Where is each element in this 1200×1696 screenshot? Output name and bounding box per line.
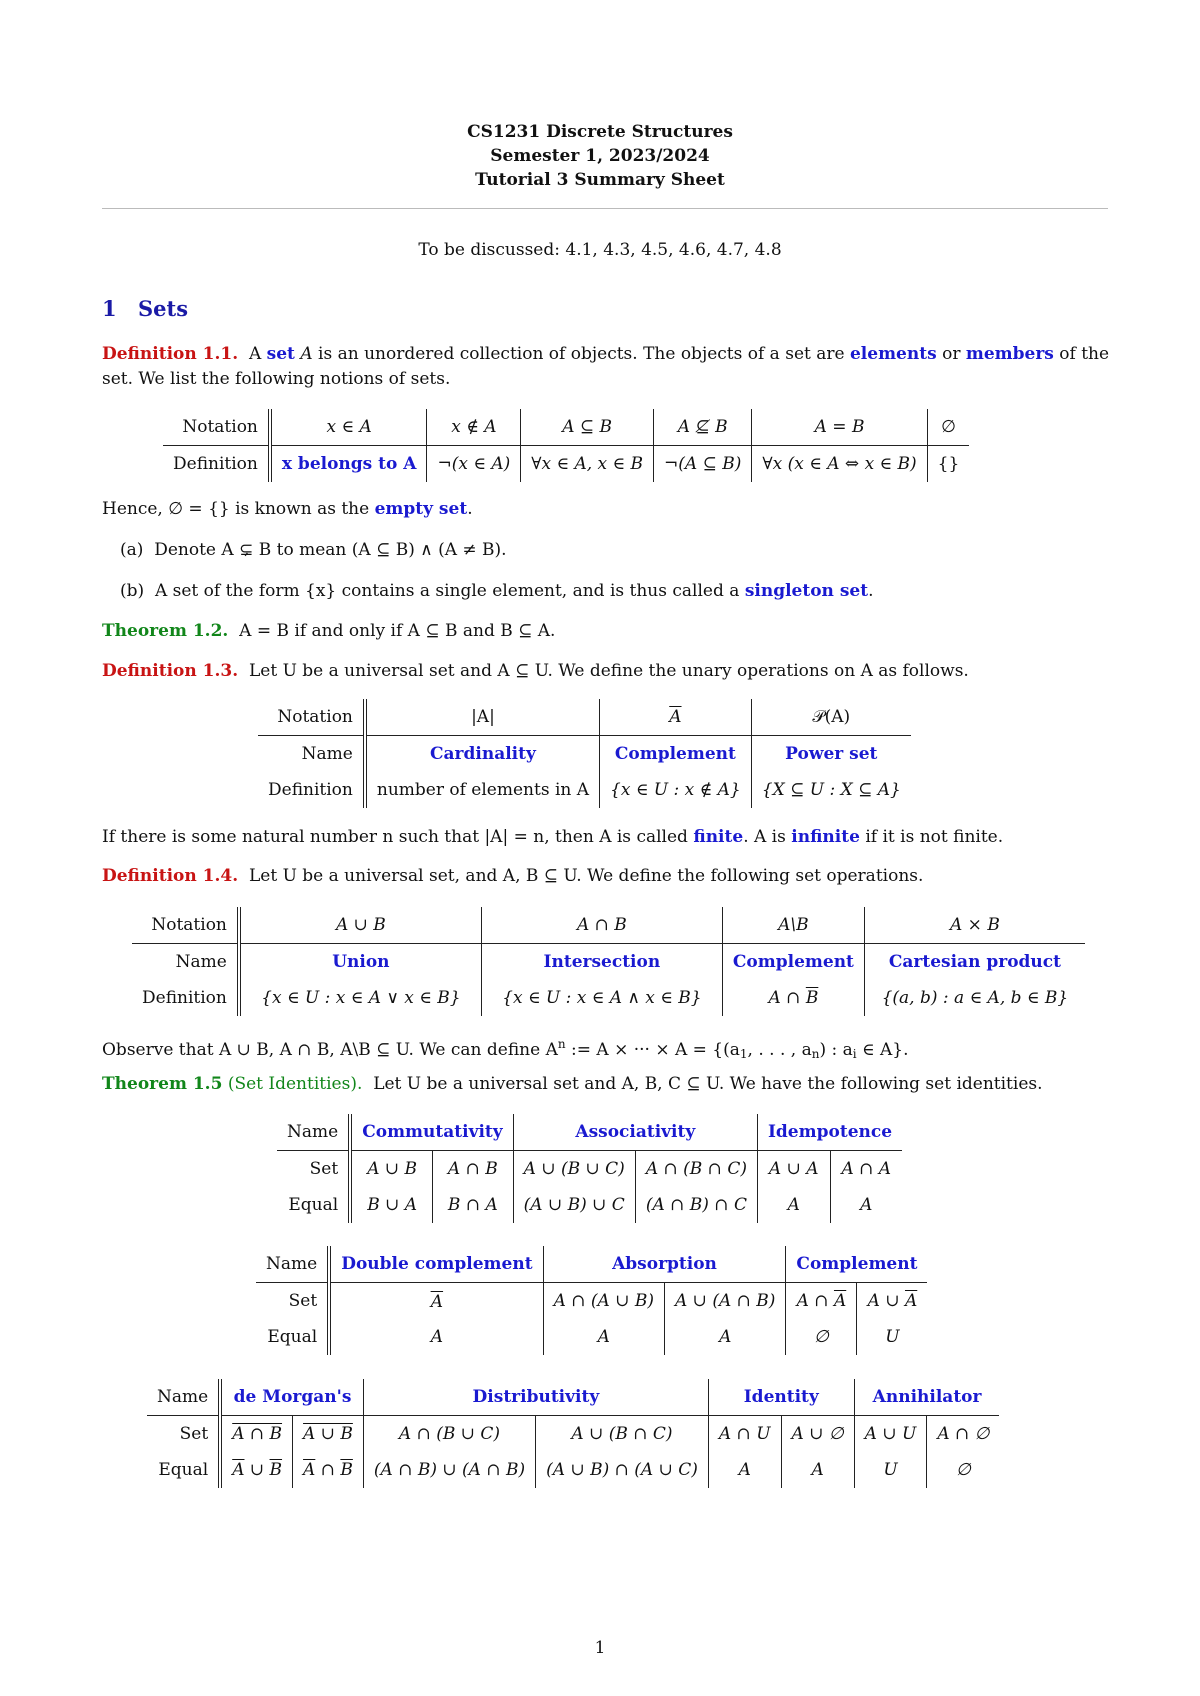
complement-b: $\overline{B}$ [805, 988, 819, 1008]
operator: ∩ [315, 1460, 341, 1480]
math: A ∪ [867, 1291, 905, 1311]
table-row [132, 944, 1085, 981]
table-row [147, 1416, 999, 1453]
row-label: Notation [258, 699, 365, 736]
text: ∈ A}. [856, 1040, 909, 1060]
theorem-1-5 [102, 1072, 1112, 1097]
definition-1-3 [102, 659, 1112, 684]
list-item-a [120, 538, 507, 563]
text: Denote A ⊊ B to mean (A ⊆ B) ∧ (A ≠ B). [154, 540, 507, 560]
section-heading [102, 296, 188, 321]
text: Hence, ∅ = {} is known as the [102, 499, 370, 519]
table-row [277, 1151, 902, 1188]
table-cell: U [854, 1452, 927, 1488]
table-cell: A ∪ (B ∪ C) [513, 1151, 635, 1188]
row-label: Name [277, 1114, 350, 1151]
table-row [163, 446, 969, 483]
text: If there is some natural number n such that |A| = n, then A is called [102, 827, 688, 847]
text: Let U be a universal set and A, B, C ⊆ U. We have the following set identities. [373, 1074, 1043, 1094]
complement-a: $\overline{A}$ [303, 1460, 316, 1480]
table-cell: ¬(x ∈ A) [427, 446, 521, 483]
complement-a: $\overline{A}$ [833, 1291, 847, 1311]
table-cell: Complement [722, 944, 864, 981]
table-row [147, 1452, 999, 1488]
identities-table-2 [256, 1246, 927, 1355]
table-cell: Absorption [543, 1246, 786, 1283]
table-cell: Cartesian product [888, 952, 1061, 972]
table-cell: (A ∪ B) ∩ (A ∪ C) [536, 1452, 709, 1488]
table-cell: ∅ [955, 1460, 971, 1480]
table-cell: A ∩ (B ∪ C) [363, 1416, 535, 1453]
table-row [277, 1187, 902, 1223]
text: ) : a [819, 1040, 853, 1060]
row-label: Set [147, 1416, 220, 1453]
table-cell: Commutativity [350, 1114, 513, 1151]
table-cell: Idempotence [757, 1114, 902, 1151]
superscript: n [557, 1037, 566, 1051]
table-cell: A ∩ B [433, 1151, 514, 1188]
header-divider [102, 208, 1108, 209]
theorem-1-2 [102, 619, 1112, 644]
row-label: Definition [163, 446, 270, 483]
math: A ∩ [768, 988, 806, 1008]
table-cell: A ∩ A [841, 1159, 892, 1179]
table-cell: Complement [786, 1246, 928, 1283]
theorem-subtitle: (Set Identities). [227, 1074, 363, 1094]
text: Let U be a universal set and A ⊆ U. We define the unary operations on A as follows. [248, 661, 969, 681]
table-cell: A [665, 1319, 786, 1355]
row-label: Definition [132, 980, 239, 1016]
complement-a: $\overline{A}$ [232, 1460, 245, 1480]
table-cell: A [708, 1452, 781, 1488]
math: A [300, 344, 313, 364]
table-cell: ∀x ∈ A, x ∈ B [521, 446, 654, 483]
row-label: Set [256, 1283, 329, 1320]
semester: Semester 1, 2023/2024 [490, 146, 710, 166]
table-cell: number of elements in A [365, 772, 600, 808]
subscript: 1 [739, 1047, 748, 1061]
text: . [868, 581, 874, 601]
table-row [132, 907, 1085, 944]
definition-label: Definition 1.1. [102, 344, 239, 364]
row-label: Notation [163, 409, 270, 446]
list-item-b [120, 579, 873, 604]
table-cell: A [781, 1452, 854, 1488]
table-row [258, 699, 911, 736]
row-label: Equal [277, 1187, 350, 1223]
table-row [258, 772, 911, 808]
term-set: set [266, 344, 295, 364]
table-cell: A\B [722, 907, 864, 944]
text: if it is not finite. [865, 827, 1004, 847]
sheet-title: Tutorial 3 Summary Sheet [475, 170, 725, 190]
complement-notation: $\overline{A}$ [669, 707, 682, 727]
table-cell: ∀x (x ∈ A ⇔ x ∈ B) [752, 446, 927, 483]
table-cell: Distributivity [363, 1379, 708, 1416]
table-cell: A ∪ ∅ [781, 1416, 854, 1453]
subscript: n [811, 1047, 820, 1061]
complement-b: $\overline{B}$ [340, 1460, 353, 1480]
table-cell: A [860, 1195, 873, 1215]
table-cell: A ∩ (A ∪ B) [543, 1283, 664, 1320]
table-cell: A ∩ B [481, 907, 722, 944]
table-cell: Cardinality [365, 736, 600, 773]
term-infinite: infinite [791, 827, 860, 847]
table-row [256, 1283, 927, 1320]
term-singleton-set: singleton set [744, 581, 869, 601]
table-cell: ¬(A ⊆ B) [654, 446, 752, 483]
table-cell: {x ∈ U : x ∈ A ∨ x ∈ B} [239, 980, 482, 1016]
row-label: Set [277, 1151, 350, 1188]
table-cell: (A ∩ B) ∪ (A ∩ B) [363, 1452, 535, 1488]
table-cell: (A ∩ B) ∩ C [635, 1187, 757, 1223]
text: of the set. We list the following notions of sets. [102, 344, 1110, 389]
table-cell: Power set [785, 744, 878, 764]
row-label: Name [256, 1246, 329, 1283]
text: A = B if and only if A ⊆ B and B ⊆ A. [239, 621, 556, 641]
definition-label: Definition 1.4. [102, 866, 239, 886]
table-cell: A ∪ B [303, 1424, 353, 1444]
table-row [147, 1379, 999, 1416]
page-number: 1 [594, 1638, 606, 1658]
table-cell: A ∩ ∅ [937, 1424, 990, 1444]
table-cell: B ∩ A [433, 1187, 514, 1223]
table-row [256, 1319, 927, 1355]
table-cell: x ∉ A [427, 409, 521, 446]
table-cell: A ∩ (B ∩ C) [635, 1151, 757, 1188]
double-complement-a: A [430, 1292, 444, 1312]
table-cell: Complement [600, 736, 752, 773]
text: is an unordered collection of objects. The objects of a set are [318, 344, 845, 364]
theorem-label: Theorem 1.2. [102, 621, 229, 641]
table-cell: x ∈ A [270, 409, 427, 446]
table-cell: A ⊈ B [654, 409, 752, 446]
definition-1-4 [102, 864, 1112, 889]
table-cell: A = B [752, 409, 927, 446]
table-cell: A ∪ B [350, 1151, 432, 1188]
text: A set of the form {x} contains a single element, and is thus called a [154, 581, 740, 601]
row-label: Name [147, 1379, 220, 1416]
table-cell: B ∪ A [350, 1187, 432, 1223]
discussion-list: To be discussed: 4.1, 4.3, 4.5, 4.6, 4.7, 4.8 [418, 240, 782, 260]
table-cell: A × B [864, 907, 1085, 944]
term-elements: elements [849, 344, 937, 364]
row-label: Equal [147, 1452, 220, 1488]
term-members: members [965, 344, 1054, 364]
table-cell: Annihilator [854, 1379, 999, 1416]
table-cell: |A| [365, 699, 600, 736]
table-cell: A ∪ (A ∩ B) [665, 1283, 786, 1320]
table-cell: {x ∈ U : x ∈ A ∧ x ∈ B} [481, 980, 722, 1016]
table-cell: Intersection [481, 944, 722, 981]
section-title: Sets [138, 296, 189, 321]
item-label: (b) [120, 581, 145, 601]
observe-note [102, 1032, 1112, 1067]
table-row [132, 980, 1085, 1016]
table-cell: x belongs to A [270, 446, 427, 483]
document-header [0, 120, 1200, 192]
identities-table-1 [277, 1114, 902, 1223]
table-cell: A [757, 1187, 830, 1223]
table-cell: A ∪ (B ∩ C) [536, 1416, 709, 1453]
table-cell: {} [937, 454, 960, 474]
complement-b: $\overline{B}$ [269, 1460, 283, 1480]
table-cell: {x ∈ U : x ∉ A} [600, 772, 752, 808]
table-cell: {(a, b) : a ∈ A, b ∈ B} [881, 988, 1069, 1008]
subscript: i [852, 1047, 857, 1061]
table-cell: de Morgan's [220, 1379, 363, 1416]
operator: ∪ [244, 1460, 270, 1480]
section-number: 1 [102, 296, 117, 321]
empty-set-note [102, 497, 1112, 522]
complement-a: $\overline{A}$ [904, 1291, 918, 1311]
term-finite: finite [693, 827, 744, 847]
table-row [163, 409, 969, 446]
table-cell: A ∩ B [232, 1424, 283, 1444]
table-cell: Identity [708, 1379, 854, 1416]
table-cell: ∅ [786, 1319, 857, 1355]
table-cell: Associativity [513, 1114, 757, 1151]
theorem-label: Theorem 1.5 [102, 1074, 223, 1094]
table-cell: Union [239, 944, 482, 981]
course-title: CS1231 Discrete Structures [467, 122, 733, 142]
row-label: Name [258, 736, 365, 773]
text: A [248, 344, 262, 364]
row-label: Definition [258, 772, 365, 808]
notation-table [163, 409, 969, 482]
table-cell: A ⊆ B [521, 409, 654, 446]
table-cell: Double complement [329, 1246, 543, 1283]
table-cell: {X ⊆ U : X ⊆ A} [761, 780, 901, 800]
text: := A × ··· × A = {(a [565, 1040, 740, 1060]
definition-label: Definition 1.3. [102, 661, 239, 681]
set-operations-table [132, 907, 1085, 1016]
row-label: Name [132, 944, 239, 981]
text: , . . . , a [747, 1040, 812, 1060]
table-cell: A ∩ U [708, 1416, 781, 1453]
finite-note [102, 825, 1112, 850]
table-cell: U [885, 1327, 900, 1347]
identities-table-3 [147, 1379, 999, 1488]
text: Observe that A ∪ B, A ∩ B, A\B ⊆ U. We can define A [102, 1040, 558, 1060]
text: Let U be a universal set, and A, B ⊆ U. We define the following set operations. [248, 866, 924, 886]
table-cell: A ∪ B [239, 907, 482, 944]
text: . A is [743, 827, 786, 847]
row-label: Equal [256, 1319, 329, 1355]
definition-1-1 [102, 342, 1112, 392]
table-cell: A ∪ U [854, 1416, 927, 1453]
table-row [277, 1114, 902, 1151]
table-cell: A ∪ A [757, 1151, 830, 1188]
table-cell: ∅ [927, 409, 969, 446]
table-row [256, 1246, 927, 1283]
table-cell: 𝒫(A) [751, 699, 911, 736]
text: . [467, 499, 473, 519]
table-cell: A [543, 1319, 664, 1355]
math: A ∩ [796, 1291, 834, 1311]
unary-operations-table [258, 699, 911, 808]
item-label: (a) [120, 540, 144, 560]
row-label: Notation [132, 907, 239, 944]
term-empty-set: empty set [374, 499, 468, 519]
table-cell: A [329, 1319, 543, 1355]
table-cell: (A ∪ B) ∪ C [513, 1187, 635, 1223]
table-row [258, 736, 911, 773]
text: or [942, 344, 961, 364]
